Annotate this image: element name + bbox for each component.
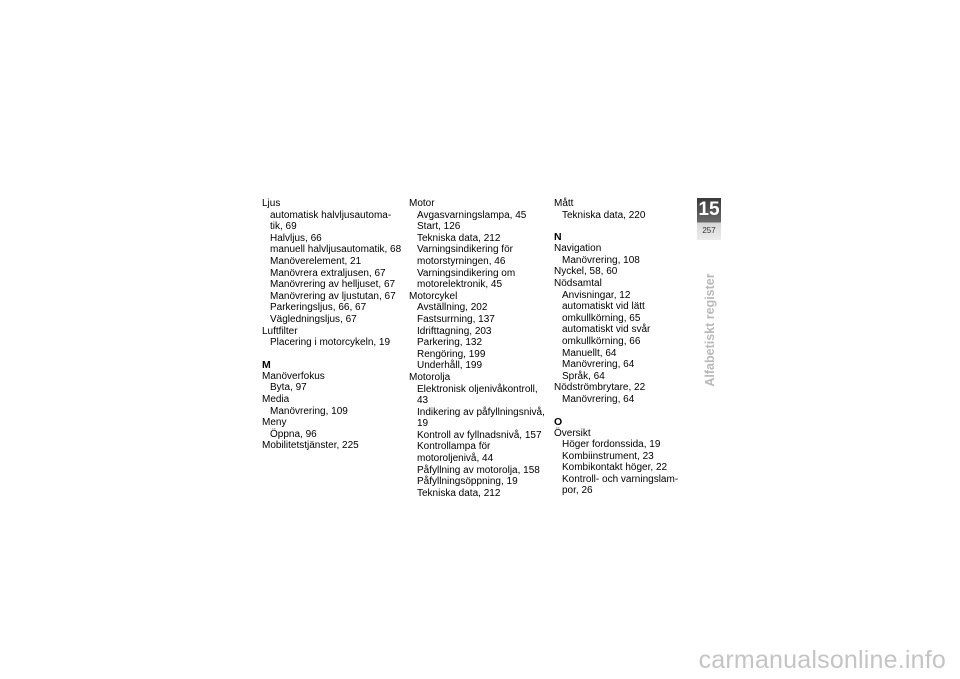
index-subentry: tik, 69 <box>270 221 297 233</box>
index-subentry: automatiskt vid lätt <box>562 301 645 313</box>
index-subentry: Halvljus, 66 <box>270 232 322 244</box>
index-entry: Luftfilter <box>262 325 298 337</box>
index-subentry: Manövrering av ljustutan, 67 <box>270 290 396 302</box>
index-subentry: Tekniska data, 220 <box>562 209 646 221</box>
page-number: 257 <box>702 226 716 235</box>
chapter-number: 15 <box>698 199 720 220</box>
index-subentry: por, 26 <box>562 485 593 497</box>
index-subentry: Manövrering, 108 <box>562 254 640 266</box>
index-letter-heading: N <box>554 231 562 244</box>
index-subentry: Kontrollampa för <box>417 441 491 453</box>
index-entry: Motorolja <box>409 371 451 383</box>
index-subentry: omkullkörning, 66 <box>562 335 641 347</box>
index-subentry: Manövrering av helljuset, 67 <box>270 279 396 291</box>
index-subentry: Manuellt, 64 <box>562 347 617 359</box>
index-subentry: Start, 126 <box>417 221 461 233</box>
index-subentry: Parkeringsljus, 66, 67 <box>270 302 367 314</box>
index-subentry: Höger fordonssida, 19 <box>562 439 661 451</box>
index-entry: Manöverfokus <box>262 370 325 382</box>
index-subentry: Parkering, 132 <box>417 337 483 349</box>
index-subentry: Indikering av påfyllningsnivå, 19 <box>417 406 545 430</box>
index-entry: Ljus <box>262 198 281 209</box>
index-subentry: Placering i motorcykeln, 19 <box>270 337 391 349</box>
index-subentry: Byta, 97 <box>270 382 307 394</box>
index-subentry: Tekniska data, 212 <box>417 487 501 499</box>
index-subentry: motoroljenivå, 44 <box>417 453 494 465</box>
index-subentry: Manövrering, 64 <box>562 359 635 371</box>
index-subentry: Manövrera extraljusen, 67 <box>270 267 386 279</box>
index-subentry: omkullkörning, 65 <box>562 312 641 324</box>
index-subentry: Avgasvarningslampa, 45 <box>417 209 527 221</box>
index-subentry: Manövrering, 109 <box>270 405 348 417</box>
index-entry: Nödsamtal <box>554 277 602 289</box>
index-subentry: manuell halvljusautomatik, 68 <box>270 244 402 256</box>
index-subentry: motorstyrningen, 46 <box>417 255 506 267</box>
index-subentry: Språk, 64 <box>562 370 605 382</box>
index-subentry: Vägledningsljus, 67 <box>270 313 357 325</box>
index-subentry: Elektronisk oljenivåkontroll, 43 <box>417 383 538 407</box>
index-subentry: Påfyllningsöppning, 19 <box>417 476 518 488</box>
index-subentry: automatisk halvljusautoma- <box>270 209 392 221</box>
index-subentry: motorelektronik, 45 <box>417 279 503 291</box>
index-entry: Översikt <box>554 427 591 439</box>
index-subentry: Anvisningar, 12 <box>562 289 631 301</box>
index-subentry: Avställning, 202 <box>417 302 488 314</box>
index-subentry: Kombiinstrument, 23 <box>562 450 654 462</box>
index-subentry: Varningsindikering för <box>417 244 513 256</box>
index-entry: Mobilitetstjänster, 225 <box>262 440 359 452</box>
chapter-tab <box>697 198 721 240</box>
watermark: carmanualsonline.info <box>698 646 946 674</box>
index-subentry: Rengöring, 199 <box>417 348 486 360</box>
index-subentry: Tekniska data, 212 <box>417 232 501 244</box>
index-letter-heading: O <box>554 415 563 428</box>
index-letter-heading: M <box>262 358 271 371</box>
index-entry: Navigation <box>554 243 602 255</box>
index-subentry: Kombikontakt höger, 22 <box>562 462 668 474</box>
index-entry: Mått <box>554 198 574 209</box>
index-subentry: Kontroll av fyllnadsnivå, 157 <box>417 429 542 441</box>
section-side-label: Alfabetiskt register <box>703 273 717 387</box>
index-entry: Nyckel, 58, 60 <box>554 266 618 278</box>
index-column-1 <box>262 198 402 452</box>
index-entry: Meny <box>262 417 287 429</box>
index-subentry: Manövrering, 64 <box>562 393 635 405</box>
index-column-2 <box>409 198 549 499</box>
index-subentry: automatiskt vid svår <box>562 324 651 336</box>
index-subentry: Manöverelement, 21 <box>270 255 362 267</box>
index-column-3 <box>554 198 694 497</box>
index-subentry: Idrifttagning, 203 <box>417 325 492 337</box>
index-entry: Nödströmbrytare, 22 <box>554 382 646 394</box>
index-entry: Motor <box>409 198 435 209</box>
index-subentry: Öppna, 96 <box>270 428 317 440</box>
index-entry: Motorcykel <box>409 290 458 302</box>
index-subentry: Kontroll- och varningslam- <box>562 473 679 485</box>
index-subentry: Varningsindikering om <box>417 267 516 279</box>
index-entry: Media <box>262 393 290 405</box>
index-subentry: Fastsurrning, 137 <box>417 313 495 325</box>
index-subentry: Underhåll, 199 <box>417 360 483 372</box>
index-subentry: Påfyllning av motorolja, 158 <box>417 464 540 476</box>
